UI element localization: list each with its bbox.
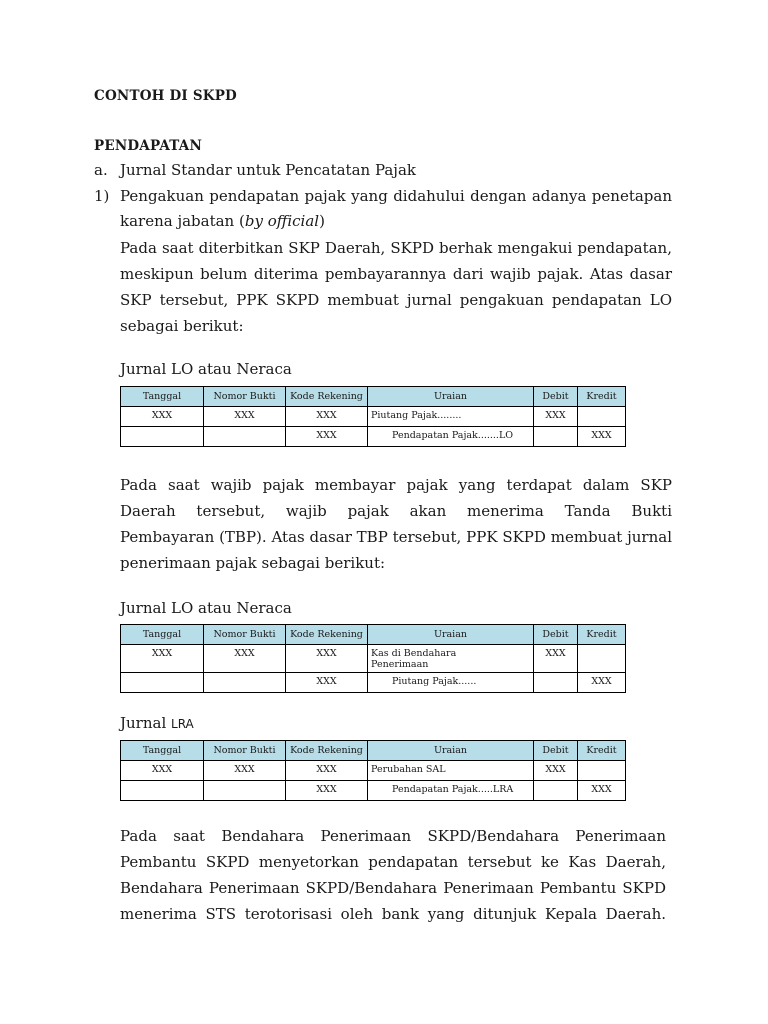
cell: XXX bbox=[204, 761, 286, 781]
col-kode-rekening: Kode Rekening bbox=[286, 387, 368, 407]
cell: XXX bbox=[534, 407, 578, 427]
col-kredit: Kredit bbox=[578, 387, 626, 407]
list-item-1-line2 bbox=[120, 212, 325, 230]
cell: XXX bbox=[578, 427, 626, 447]
col-debit: Debit bbox=[534, 741, 578, 761]
table-header-row bbox=[121, 387, 626, 407]
table-3-label-main: Jurnal bbox=[120, 714, 172, 732]
col-tanggal: Tanggal bbox=[121, 625, 204, 645]
col-kode-rekening: Kode Rekening bbox=[286, 625, 368, 645]
cell: XXX bbox=[121, 645, 204, 673]
col-nomor-bukti: Nomor Bukti bbox=[204, 741, 286, 761]
paragraph-3 bbox=[120, 823, 666, 927]
paragraph-line: Daerah tersebut, wajib pajak akan menerima Tanda Bukti bbox=[120, 502, 672, 520]
table-row bbox=[121, 673, 626, 693]
line2-pre: karena jabatan ( bbox=[120, 212, 245, 230]
table-3-label bbox=[120, 714, 194, 732]
cell: Piutang Pajak...... bbox=[368, 673, 534, 693]
cell bbox=[204, 673, 286, 693]
cell: XXX bbox=[286, 781, 368, 801]
cell bbox=[534, 427, 578, 447]
col-uraian: Uraian bbox=[368, 741, 534, 761]
cell: Piutang Pajak........ bbox=[368, 407, 534, 427]
col-uraian: Uraian bbox=[368, 625, 534, 645]
table-row bbox=[121, 761, 626, 781]
list-marker-a: a. bbox=[94, 161, 108, 179]
list-item-1-line1: Pengakuan pendapatan pajak yang didahului dengan adanya penetapan bbox=[120, 187, 672, 205]
document-title: CONTOH DI SKPD bbox=[94, 88, 237, 104]
paragraph-line: Pada saat wajib pajak membayar pajak yang terdapat dalam SKP bbox=[120, 476, 672, 494]
paragraph-line: Pembantu SKPD menyetorkan pendapatan tersebut ke Kas Daerah, bbox=[120, 853, 666, 871]
col-nomor-bukti: Nomor Bukti bbox=[204, 625, 286, 645]
cell: XXX bbox=[121, 761, 204, 781]
line2-post: ) bbox=[319, 212, 325, 230]
cell bbox=[534, 781, 578, 801]
cell bbox=[578, 645, 626, 673]
cell: XXX bbox=[204, 645, 286, 673]
col-debit: Debit bbox=[534, 387, 578, 407]
cell: XXX bbox=[286, 673, 368, 693]
cell: XXX bbox=[286, 761, 368, 781]
cell bbox=[578, 407, 626, 427]
cell bbox=[121, 673, 204, 693]
journal-table-3 bbox=[120, 740, 626, 801]
cell: XXX bbox=[121, 407, 204, 427]
cell: Pendapatan Pajak.......LO bbox=[368, 427, 534, 447]
journal-table-2 bbox=[120, 624, 626, 693]
col-uraian: Uraian bbox=[368, 387, 534, 407]
section-heading: PENDAPATAN bbox=[94, 138, 202, 154]
table-header-row bbox=[121, 741, 626, 761]
cell bbox=[204, 427, 286, 447]
cell bbox=[121, 781, 204, 801]
paragraph-2 bbox=[120, 472, 672, 576]
cell: XXX bbox=[286, 407, 368, 427]
paragraph-line: SKP tersebut, PPK SKPD membuat jurnal pengakuan pendapatan LO bbox=[120, 291, 672, 309]
cell: XXX bbox=[534, 761, 578, 781]
by-official-emphasis: by official bbox=[244, 212, 320, 230]
paragraph-line: Bendahara Penerimaan SKPD/Bendahara Penerimaan Pembantu SKPD bbox=[120, 879, 666, 897]
table-3-label-tag: LRA bbox=[171, 717, 194, 731]
list-marker-1: 1) bbox=[94, 187, 110, 205]
cell: Kas di Bendahara Penerimaan bbox=[368, 645, 534, 673]
cell bbox=[578, 761, 626, 781]
journal-table-1 bbox=[120, 386, 626, 447]
col-kredit: Kredit bbox=[578, 625, 626, 645]
col-debit: Debit bbox=[534, 625, 578, 645]
cell: XXX bbox=[286, 427, 368, 447]
cell: XXX bbox=[534, 645, 578, 673]
cell: Perubahan SAL bbox=[368, 761, 534, 781]
paragraph-line: menerima STS terotorisasi oleh bank yang ditunjuk Kepala Daerah. bbox=[120, 905, 666, 923]
col-tanggal: Tanggal bbox=[121, 387, 204, 407]
paragraph-line: meskipun belum diterima pembayarannya dari wajib pajak. Atas dasar bbox=[120, 265, 672, 283]
col-nomor-bukti: Nomor Bukti bbox=[204, 387, 286, 407]
paragraph-line: Pada saat Bendahara Penerimaan SKPD/Bendahara Penerimaan bbox=[120, 827, 666, 845]
paragraph-line: penerimaan pajak sebagai berikut: bbox=[120, 554, 386, 572]
table-row bbox=[121, 427, 626, 447]
cell: XXX bbox=[578, 781, 626, 801]
table-header-row bbox=[121, 625, 626, 645]
table-row bbox=[121, 781, 626, 801]
cell: XXX bbox=[578, 673, 626, 693]
cell: XXX bbox=[286, 645, 368, 673]
table-1-label: Jurnal LO atau Neraca bbox=[120, 360, 292, 378]
paragraph-line: Pada saat diterbitkan SKP Daerah, SKPD berhak mengakui pendapatan, bbox=[120, 239, 672, 257]
table-row bbox=[121, 407, 626, 427]
cell bbox=[534, 673, 578, 693]
cell: Pendapatan Pajak.....LRA bbox=[368, 781, 534, 801]
paragraph-line: Pembayaran (TBP). Atas dasar TBP tersebut, PPK SKPD membuat jurnal bbox=[120, 528, 672, 546]
paragraph-line: sebagai berikut: bbox=[120, 317, 244, 335]
col-kredit: Kredit bbox=[578, 741, 626, 761]
cell: XXX bbox=[204, 407, 286, 427]
table-2-label: Jurnal LO atau Neraca bbox=[120, 599, 292, 617]
col-tanggal: Tanggal bbox=[121, 741, 204, 761]
col-kode-rekening: Kode Rekening bbox=[286, 741, 368, 761]
paragraph-1 bbox=[120, 235, 672, 339]
cell bbox=[121, 427, 204, 447]
cell bbox=[204, 781, 286, 801]
table-row bbox=[121, 645, 626, 673]
list-item-a-text: Jurnal Standar untuk Pencatatan Pajak bbox=[120, 161, 416, 179]
